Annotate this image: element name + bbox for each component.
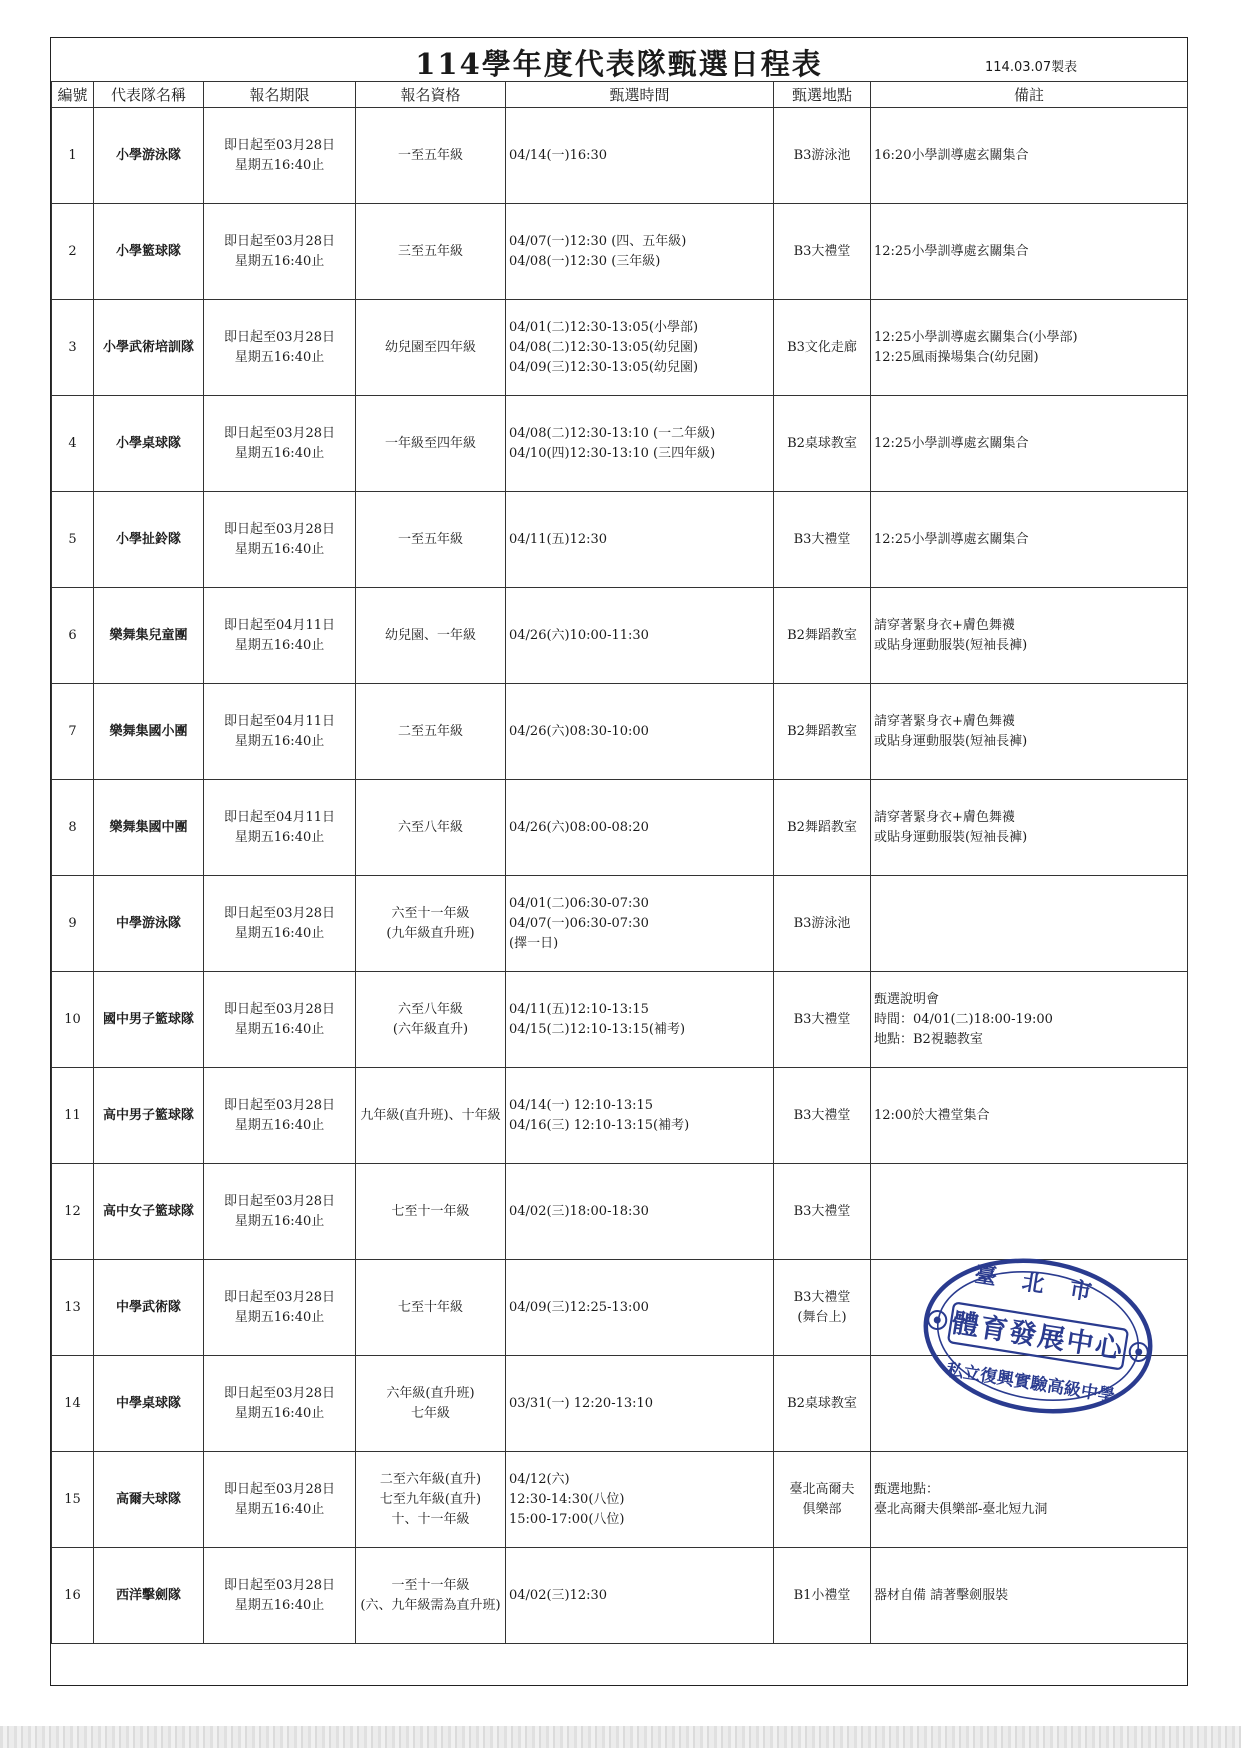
registration-period-line: 星期五16:40止 (234, 541, 325, 557)
remark-cell (871, 972, 1188, 1068)
seal-bottom-text: 私立復興實驗高級中學 (944, 1360, 1117, 1407)
selection-time-cell (506, 780, 774, 876)
header-qualification: 報名資格 (356, 82, 506, 108)
selection-location-line: B1小禮堂 (793, 1587, 851, 1603)
team-name-cell: 高爾夫球隊 (94, 1452, 204, 1548)
selection-time-line: 04/10(四)12:30-13:10 (三四年級) (509, 445, 716, 461)
selection-time-line: 15:00-17:00(八位) (509, 1511, 625, 1527)
registration-period-line: 星期五16:40止 (234, 925, 325, 941)
registration-period-line: 星期五16:40止 (234, 1213, 325, 1229)
registration-period-line: 即日起至03月28日 (223, 1481, 336, 1497)
remark-line: 地點：B2視聽教室 (874, 1031, 983, 1047)
registration-period-cell (204, 1356, 356, 1452)
remark-cell (871, 1356, 1188, 1452)
remark-cell (871, 300, 1188, 396)
qualification-cell (356, 1260, 506, 1356)
registration-period-line: 即日起至03月28日 (223, 1385, 336, 1401)
header-location: 甄選地點 (774, 82, 871, 108)
remark-line: 請穿著緊身衣+膚色舞襪 (874, 713, 1015, 729)
remark-cell (871, 1548, 1188, 1644)
selection-time-line: 12:30-14:30(八位) (509, 1491, 625, 1507)
registration-period-line: 星期五16:40止 (234, 1021, 325, 1037)
remark-line: 或貼身運動服裝(短袖長褲) (874, 829, 1028, 845)
row-number-cell: 16 (52, 1548, 94, 1644)
qualification-line: 七至九年級(直升) (379, 1491, 482, 1507)
selection-time-line: 04/11(五)12:30 (509, 531, 608, 547)
row-number-cell: 4 (52, 396, 94, 492)
header-team: 代表隊名稱 (94, 82, 204, 108)
registration-period-cell (204, 396, 356, 492)
remark-line: 請穿著緊身衣+膚色舞襪 (874, 809, 1015, 825)
row-number-cell: 12 (52, 1164, 94, 1260)
team-name-cell: 樂舞集兒童團 (94, 588, 204, 684)
registration-period-line: 星期五16:40止 (234, 253, 325, 269)
qualification-cell (356, 204, 506, 300)
selection-time-line: 04/26(六)08:00-08:20 (509, 819, 649, 835)
remark-line: 甄選地點： (874, 1481, 940, 1497)
registration-period-cell (204, 684, 356, 780)
table-row (52, 972, 1188, 1068)
qualification-line: 一至五年級 (397, 147, 463, 163)
selection-time-cell (506, 108, 774, 204)
selection-location-line: B3游泳池 (793, 915, 851, 931)
selection-location-line: B2桌球教室 (787, 1395, 857, 1411)
selection-time-cell (506, 972, 774, 1068)
registration-period-line: 星期五16:40止 (234, 1501, 325, 1517)
row-number-cell: 13 (52, 1260, 94, 1356)
registration-period-line: 即日起至03月28日 (223, 1097, 336, 1113)
team-name-cell: 中學桌球隊 (94, 1356, 204, 1452)
selection-time-line: 04/08(二)12:30-13:10 (一二年級) (509, 425, 716, 441)
selection-location-line: B3大禮堂 (793, 1289, 851, 1305)
seal-center-text: 體育發展中心 (949, 1307, 1127, 1366)
selection-time-line: 04/01(二)06:30-07:30 (509, 895, 649, 911)
selection-location-cell (774, 972, 871, 1068)
registration-period-cell (204, 1164, 356, 1260)
row-number-cell: 2 (52, 204, 94, 300)
selection-location-line: B2舞蹈教室 (787, 819, 857, 835)
team-name-cell: 小學籃球隊 (94, 204, 204, 300)
selection-time-cell (506, 396, 774, 492)
selection-location-line: B2舞蹈教室 (787, 723, 857, 739)
selection-time-line: 04/01(二)12:30-13:05(小學部) (509, 319, 699, 335)
qualification-cell (356, 588, 506, 684)
registration-period-cell (204, 1548, 356, 1644)
team-name-cell: 小學武術培訓隊 (94, 300, 204, 396)
selection-time-line: 04/11(五)12:10-13:15 (509, 1001, 649, 1017)
selection-location-cell (774, 396, 871, 492)
selection-time-line: 04/02(三)18:00-18:30 (509, 1203, 649, 1219)
table-row (52, 492, 1188, 588)
qualification-line: (六年級直升) (392, 1021, 469, 1037)
registration-period-line: 星期五16:40止 (234, 445, 325, 461)
selection-time-line: 04/15(二)12:10-13:15(補考) (509, 1021, 686, 1037)
registration-period-cell (204, 972, 356, 1068)
row-number-cell: 10 (52, 972, 94, 1068)
selection-time-cell (506, 1452, 774, 1548)
remark-cell (871, 1452, 1188, 1548)
selection-location-line: (舞台上) (797, 1309, 847, 1325)
qualification-cell (356, 684, 506, 780)
qualification-line: 七至十年級 (397, 1299, 463, 1315)
selection-time-cell (506, 1068, 774, 1164)
selection-time-cell (506, 300, 774, 396)
seal-top-text: 臺北市 (972, 1261, 1120, 1310)
selection-location-cell (774, 588, 871, 684)
schedule-table (51, 81, 1188, 1644)
row-number-cell: 11 (52, 1068, 94, 1164)
selection-location-cell (774, 1068, 871, 1164)
selection-time-line: 04/12(六) (509, 1471, 570, 1487)
selection-time-line: 03/31(一) 12:20-13:10 (509, 1395, 654, 1411)
row-number-cell: 6 (52, 588, 94, 684)
remark-cell (871, 1164, 1188, 1260)
selection-time-cell (506, 1356, 774, 1452)
table-row (52, 1452, 1188, 1548)
selection-time-line: 04/09(三)12:30-13:05(幼兒園) (509, 359, 699, 375)
selection-location-line: 臺北高爾夫 (789, 1481, 855, 1497)
selection-location-cell (774, 1356, 871, 1452)
selection-time-cell (506, 1548, 774, 1644)
header-num: 編號 (52, 82, 94, 108)
selection-time-line: 04/08(二)12:30-13:05(幼兒園) (509, 339, 699, 355)
registration-period-cell (204, 780, 356, 876)
selection-time-line: 04/07(一)12:30 (四、五年級) (509, 233, 687, 249)
table-row (52, 300, 1188, 396)
qualification-line: (九年級直升班) (386, 925, 475, 941)
team-name-cell: 高中男子籃球隊 (94, 1068, 204, 1164)
registration-period-cell (204, 300, 356, 396)
qualification-line: 六至八年級 (397, 819, 463, 835)
selection-location-cell (774, 876, 871, 972)
qualification-cell (356, 1068, 506, 1164)
registration-period-line: 星期五16:40止 (234, 1309, 325, 1325)
table-body (52, 108, 1188, 1644)
selection-location-cell (774, 1164, 871, 1260)
selection-location-line: B3大禮堂 (793, 531, 851, 547)
selection-time-cell (506, 1260, 774, 1356)
qualification-line: 六年級(直升班) (386, 1385, 475, 1401)
selection-time-cell (506, 876, 774, 972)
qualification-line: 三至五年級 (397, 243, 463, 259)
selection-time-cell (506, 492, 774, 588)
remark-cell (871, 588, 1188, 684)
table-row (52, 684, 1188, 780)
selection-location-cell (774, 1548, 871, 1644)
table-row (52, 780, 1188, 876)
qualification-cell (356, 108, 506, 204)
qualification-cell (356, 876, 506, 972)
remark-line: 或貼身運動服裝(短袖長褲) (874, 637, 1028, 653)
scan-artifact-bar (0, 1726, 1241, 1748)
registration-period-line: 即日起至03月28日 (223, 1289, 336, 1305)
registration-period-line: 即日起至04月11日 (223, 809, 336, 825)
table-row (52, 396, 1188, 492)
selection-time-line: 04/09(三)12:25-13:00 (509, 1299, 649, 1315)
row-number-cell: 3 (52, 300, 94, 396)
registration-period-line: 星期五16:40止 (234, 637, 325, 653)
remark-line: 12:25小學訓導處玄關集合 (874, 531, 1029, 547)
remark-cell (871, 1068, 1188, 1164)
selection-time-line: 04/14(一)16:30 (509, 147, 608, 163)
qualification-line: 六至八年級 (397, 1001, 463, 1017)
registration-period-line: 星期五16:40止 (234, 349, 325, 365)
remark-cell (871, 780, 1188, 876)
table-row (52, 1548, 1188, 1644)
team-name-cell: 小學桌球隊 (94, 396, 204, 492)
table-row (52, 1068, 1188, 1164)
team-name-cell: 樂舞集國小團 (94, 684, 204, 780)
registration-period-line: 即日起至03月28日 (223, 137, 336, 153)
qualification-cell (356, 1164, 506, 1260)
registration-period-line: 即日起至03月28日 (223, 329, 336, 345)
registration-period-line: 星期五16:40止 (234, 1117, 325, 1133)
team-name-cell: 樂舞集國中團 (94, 780, 204, 876)
remark-line: 請穿著緊身衣+膚色舞襪 (874, 617, 1015, 633)
made-date: 114.03.07製表 (985, 60, 1078, 75)
schedule-sheet (50, 37, 1188, 1686)
selection-time-cell (506, 1164, 774, 1260)
qualification-line: 六至十一年級 (391, 905, 470, 921)
selection-location-line: B3大禮堂 (793, 1107, 851, 1123)
remark-cell (871, 204, 1188, 300)
remark-cell (871, 876, 1188, 972)
team-name-cell: 國中男子籃球隊 (94, 972, 204, 1068)
selection-time-cell (506, 684, 774, 780)
registration-period-line: 星期五16:40止 (234, 829, 325, 845)
header-row (52, 82, 1188, 108)
selection-time-cell (506, 588, 774, 684)
remark-line: 12:25風雨操場集合(幼兒園) (874, 349, 1039, 365)
registration-period-line: 即日起至03月28日 (223, 1577, 336, 1593)
team-name-cell: 西洋擊劍隊 (94, 1548, 204, 1644)
selection-time-line: 04/07(一)06:30-07:30 (509, 915, 649, 931)
selection-time-line: 04/14(一) 12:10-13:15 (509, 1097, 654, 1113)
row-number-cell: 7 (52, 684, 94, 780)
qualification-line: 二至六年級(直升) (379, 1471, 482, 1487)
qualification-line: 九年級(直升班)、十年級 (360, 1107, 501, 1123)
registration-period-line: 星期五16:40止 (234, 733, 325, 749)
registration-period-line: 即日起至03月28日 (223, 1193, 336, 1209)
remark-line: 12:00於大禮堂集合 (874, 1107, 990, 1123)
qualification-cell (356, 396, 506, 492)
table-row (52, 204, 1188, 300)
page-title: 114學年度代表隊甄選日程表 (415, 47, 823, 81)
qualification-cell (356, 1452, 506, 1548)
selection-location-line: B3大禮堂 (793, 243, 851, 259)
selection-location-cell (774, 492, 871, 588)
selection-location-line: B3文化走廊 (787, 339, 857, 355)
registration-period-cell (204, 1452, 356, 1548)
selection-location-cell (774, 1452, 871, 1548)
registration-period-line: 即日起至03月28日 (223, 425, 336, 441)
remark-line: 16:20小學訓導處玄關集合 (874, 147, 1029, 163)
registration-period-line: 即日起至03月28日 (223, 905, 336, 921)
team-name-cell: 小學游泳隊 (94, 108, 204, 204)
registration-period-line: 即日起至03月28日 (223, 521, 336, 537)
remark-cell (871, 396, 1188, 492)
team-name-cell: 中學游泳隊 (94, 876, 204, 972)
qualification-line: 幼兒園至四年級 (384, 339, 476, 355)
remark-line: 時間：04/01(二)18:00-19:00 (874, 1011, 1053, 1027)
qualification-line: 幼兒園、一年級 (384, 627, 476, 643)
header-note: 備註 (871, 82, 1188, 108)
row-number-cell: 14 (52, 1356, 94, 1452)
team-name-cell: 小學扯鈴隊 (94, 492, 204, 588)
row-number-cell: 1 (52, 108, 94, 204)
registration-period-cell (204, 108, 356, 204)
qualification-cell (356, 492, 506, 588)
qualification-cell (356, 1548, 506, 1644)
registration-period-cell (204, 492, 356, 588)
registration-period-line: 星期五16:40止 (234, 1597, 325, 1613)
selection-time-line: 04/26(六)10:00-11:30 (509, 627, 649, 643)
registration-period-line: 星期五16:40止 (234, 1405, 325, 1421)
registration-period-cell (204, 204, 356, 300)
selection-time-cell (506, 204, 774, 300)
table-row (52, 1356, 1188, 1452)
registration-period-cell (204, 1068, 356, 1164)
registration-period-cell (204, 1260, 356, 1356)
selection-location-line: B3大禮堂 (793, 1011, 851, 1027)
qualification-line: 七年級 (410, 1405, 450, 1421)
qualification-line: 一至五年級 (397, 531, 463, 547)
remark-cell (871, 492, 1188, 588)
row-number-cell: 15 (52, 1452, 94, 1548)
selection-time-line: (擇一日) (509, 935, 559, 951)
remark-line: 器材自備 請著擊劍服裝 (874, 1587, 1009, 1603)
remark-cell (871, 684, 1188, 780)
selection-location-cell (774, 684, 871, 780)
selection-location-cell (774, 780, 871, 876)
registration-period-line: 即日起至03月28日 (223, 233, 336, 249)
remark-cell (871, 1260, 1188, 1356)
header-time: 甄選時間 (506, 82, 774, 108)
qualification-line: 十、十一年級 (391, 1511, 470, 1527)
selection-location-line: B2桌球教室 (787, 435, 857, 451)
remark-line: 或貼身運動服裝(短袖長褲) (874, 733, 1028, 749)
title-row (51, 38, 1187, 82)
table-row (52, 1164, 1188, 1260)
selection-location-line: B3游泳池 (793, 147, 851, 163)
registration-period-cell (204, 588, 356, 684)
registration-period-line: 即日起至04月11日 (223, 713, 336, 729)
table-row (52, 588, 1188, 684)
qualification-cell (356, 972, 506, 1068)
remark-line: 12:25小學訓導處玄關集合 (874, 243, 1029, 259)
qualification-line: 七至十一年級 (391, 1203, 470, 1219)
registration-period-line: 即日起至03月28日 (223, 1001, 336, 1017)
remark-line: 12:25小學訓導處玄關集合(小學部) (874, 329, 1078, 345)
qualification-line: (六、九年級需為直升班) (360, 1597, 501, 1613)
qualification-line: 二至五年級 (397, 723, 463, 739)
remark-line: 臺北高爾夫俱樂部-臺北短九洞 (874, 1501, 1048, 1517)
row-number-cell: 9 (52, 876, 94, 972)
selection-location-cell (774, 108, 871, 204)
selection-location-line: 俱樂部 (802, 1501, 842, 1517)
selection-time-line: 04/08(一)12:30 (三年級) (509, 253, 661, 269)
remark-line: 12:25小學訓導處玄關集合 (874, 435, 1029, 451)
selection-location-line: B2舞蹈教室 (787, 627, 857, 643)
table-row (52, 108, 1188, 204)
remark-cell (871, 108, 1188, 204)
selection-time-line: 04/26(六)08:30-10:00 (509, 723, 649, 739)
team-name-cell: 中學武術隊 (94, 1260, 204, 1356)
table-row (52, 876, 1188, 972)
qualification-cell (356, 300, 506, 396)
selection-location-line: B3大禮堂 (793, 1203, 851, 1219)
team-name-cell: 高中女子籃球隊 (94, 1164, 204, 1260)
qualification-line: 一至十一年級 (391, 1577, 470, 1593)
registration-period-line: 即日起至04月11日 (223, 617, 336, 633)
registration-period-line: 星期五16:40止 (234, 157, 325, 173)
remark-line: 甄選說明會 (874, 991, 940, 1007)
selection-location-cell (774, 300, 871, 396)
row-number-cell: 8 (52, 780, 94, 876)
header-period: 報名期限 (204, 82, 356, 108)
selection-time-line: 04/16(三) 12:10-13:15(補考) (509, 1117, 690, 1133)
registration-period-cell (204, 876, 356, 972)
table-row (52, 1260, 1188, 1356)
selection-time-line: 04/02(三)12:30 (509, 1587, 608, 1603)
qualification-line: 一年級至四年級 (384, 435, 476, 451)
selection-location-cell (774, 1260, 871, 1356)
row-number-cell: 5 (52, 492, 94, 588)
selection-location-cell (774, 204, 871, 300)
qualification-cell (356, 1356, 506, 1452)
qualification-cell (356, 780, 506, 876)
